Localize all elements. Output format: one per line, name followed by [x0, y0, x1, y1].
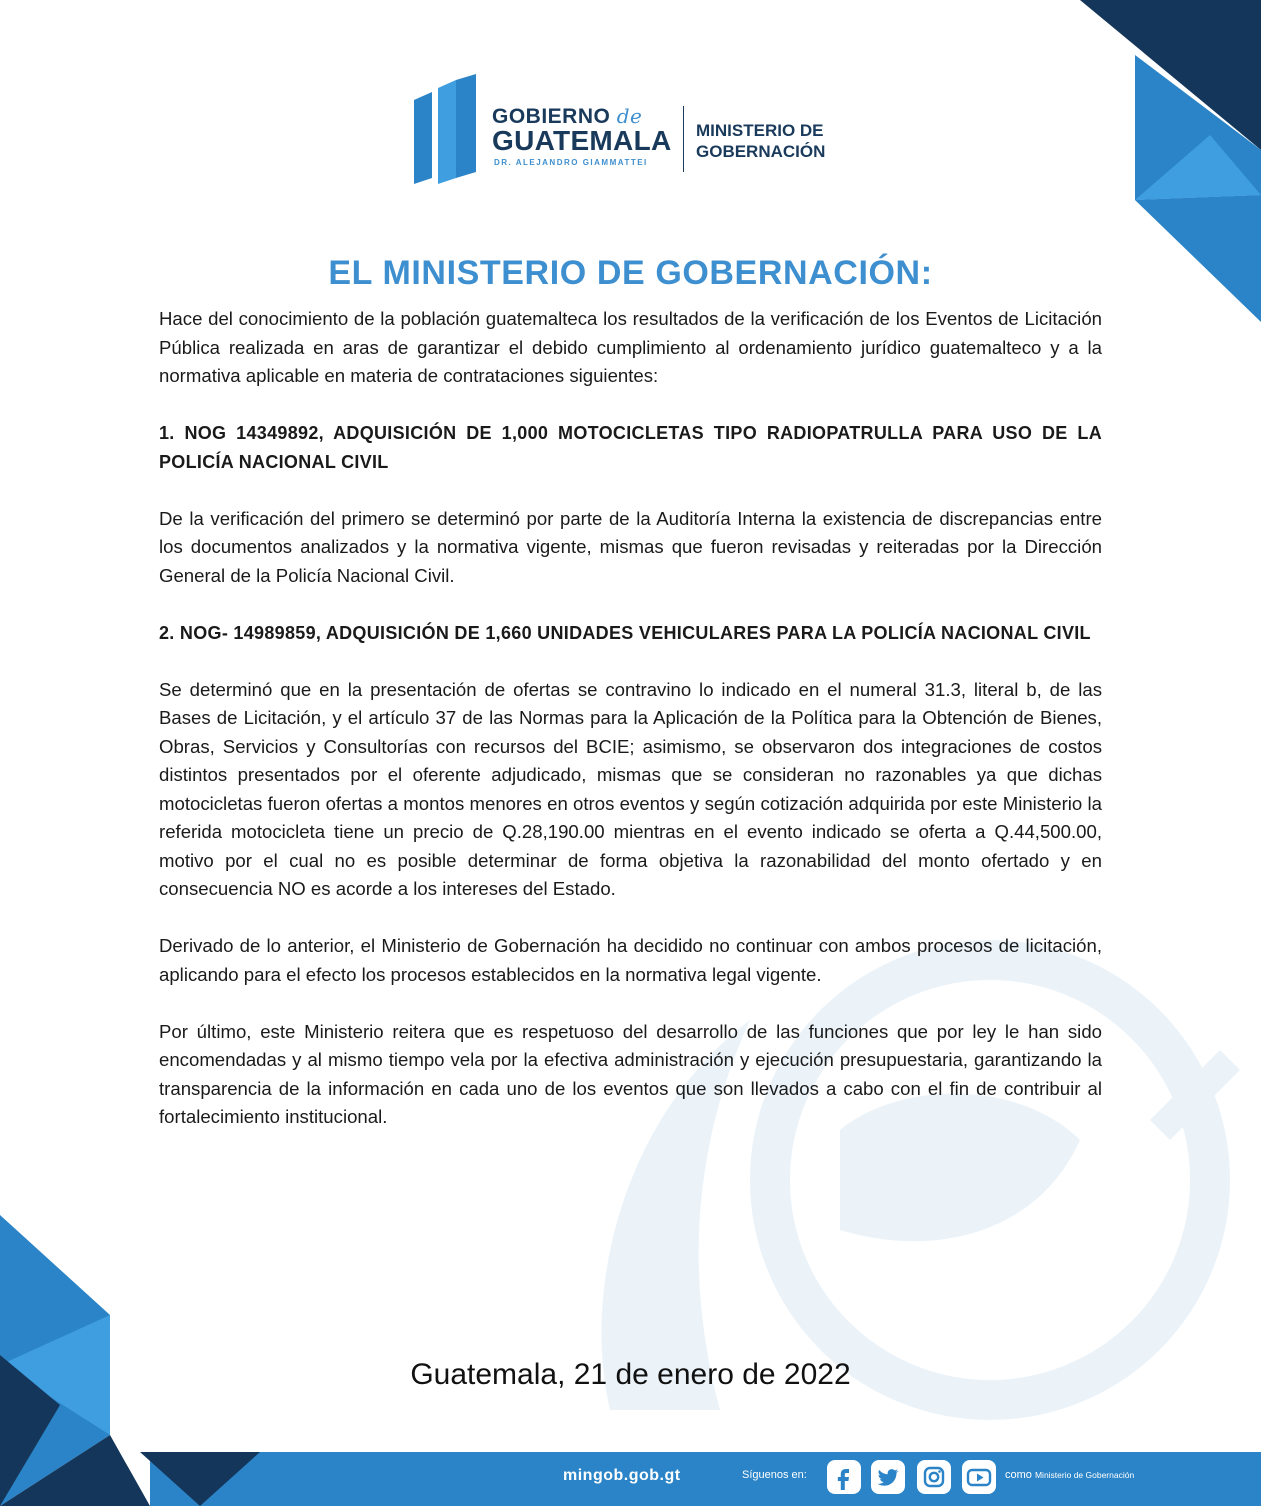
logo-divider	[683, 106, 684, 172]
item2-paragraph: Se determinó que en la presentación de ofertas se contravino lo indicado en el numeral 31.3, literal b, de las Bases de Licitación, y el artículo 37 de las Normas para la Aplicación de la Política para la Obtención de Bienes, Obras, Servicios y Consultorías con recursos del BCIE; asimismo, se observaron dos integraciones de costos distintos presentados por el oferente adjudicado, mismas que se consideran no razonables ya que dichas motocicletas fueron ofertas a montos menores en otros eventos y según cotización adquirida por este Ministerio la referida motocicleta tiene un precio de Q.28,190.00 mientras en el evento indicado se oferta a Q.44,500.00, motivo por el cual no es posible determinar de forma objetiva la razonabilidad del monto ofertado y en consecuencia NO es acorde a los intereses del Estado.	[159, 678, 1102, 899]
footer	[0, 1452, 1261, 1506]
intro-paragraph: Hace del conocimiento de la población guatemalteca los resultados de la verificación de los Eventos de Licitación Pública realizada en aras de garantizar el debido cumplimiento al ordenamiento jurídico guatemalteco y a la normativa aplicable en materia de contrataciones siguientes:	[159, 308, 1102, 386]
footer-chevron-decoration	[140, 1452, 290, 1506]
logo-president: DR. ALEJANDRO GIAMMATTEI	[494, 158, 648, 167]
government-logo	[412, 74, 852, 186]
facebook-icon[interactable]	[827, 1460, 861, 1494]
page-title: EL MINISTERIO DE GOBERNACIÓN:	[328, 254, 933, 292]
closing-paragraph: Por último, este Ministerio reitera que es respetuoso del desarrollo de las funciones que por ley le han sido encomendadas y al mismo tiempo vela por la efectiva administración y ejecución presupuestaria, garantizando la transparencia de la información en cada uno de los eventos que son llevados a cabo con el fin de contribuir al fortalecimiento institucional.	[159, 1020, 1102, 1127]
instagram-icon[interactable]	[917, 1460, 951, 1494]
document-body	[159, 305, 1102, 1132]
item1-heading: 1. NOG 14349892, ADQUISICIÓN DE 1,000 MOTOCICLETAS TIPO RADIOPATRULLA PARA USO DE LA POLICÍA NACIONAL CIVIL	[159, 423, 1102, 472]
follow-label: Síguenos en:	[742, 1469, 807, 1481]
twitter-icon[interactable]	[871, 1460, 905, 1494]
government-emblem-icon	[412, 74, 482, 186]
item2-heading: 2. NOG- 14989859, ADQUISICIÓN DE 1,660 UNIDADES VEHICULARES PARA LA POLICÍA NACIONAL CIVIL	[159, 622, 1091, 643]
conclusion-paragraph: Derivado de lo anterior, el Ministerio de Gobernación ha decidido no continuar con ambos procesos de licitación, aplicando para el efecto los procesos establecidos en la normativa legal vigente.	[159, 935, 1102, 985]
youtube-icon[interactable]	[962, 1460, 996, 1494]
logo-ministry: MINISTERIO DE GOBERNACIÓN	[696, 121, 826, 161]
logo-guatemala: GUATEMALA	[492, 125, 672, 156]
website-link[interactable]: mingob.gob.gt	[563, 1467, 681, 1484]
logo-gobierno: GOBIERNO de	[492, 104, 643, 128]
document-date: Guatemala, 21 de enero de 2022	[410, 1358, 851, 1391]
social-account-label: como Ministerio de Gobernación	[1005, 1469, 1135, 1481]
item1-paragraph: De la verificación del primero se determinó por parte de la Auditoría Interna la existencia de discrepancias entre los documentos analizados y la normativa vigente, mismas que fueron revisadas y reiteradas por la Dirección General de la Policía Nacional Civil.	[159, 507, 1102, 586]
